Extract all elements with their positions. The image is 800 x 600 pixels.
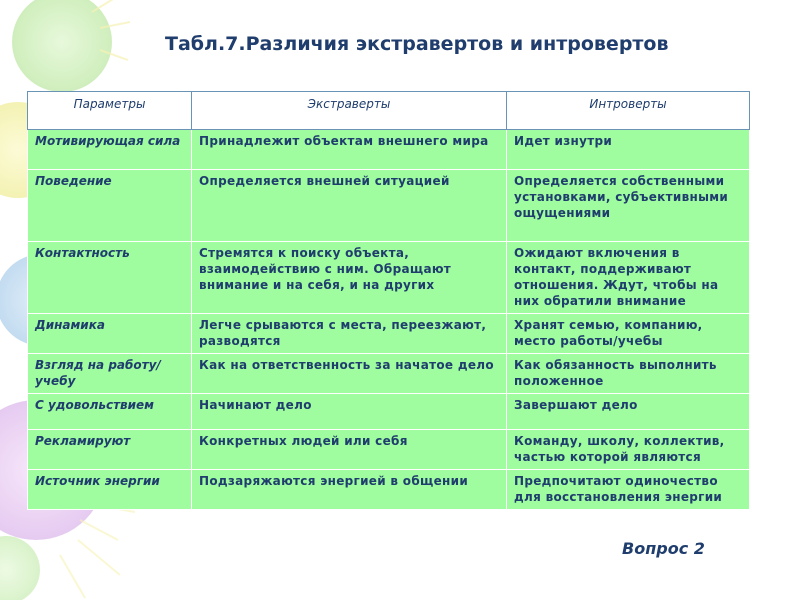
row-parameter: Взгляд на работу/учебу [28,354,192,394]
extravert-cell: Как на ответственность за начатое дело [192,354,507,394]
table-row [28,394,750,430]
introvert-cell: Определяется собственными установками, субъективными ощущениями [507,170,750,242]
table-row [28,170,750,242]
row-parameter: Поведение [28,170,192,242]
table-row [28,130,750,170]
row-parameter: С удовольствием [28,394,192,430]
page-title: Табл.7.Различия экстравертов и интровертов [165,33,669,55]
header-extraverts: Экстраверты [192,92,507,130]
extravert-cell: Подзаряжаются энергией в общении [192,470,507,510]
introvert-cell: Завершают дело [507,394,750,430]
extravert-cell: Определяется внешней ситуацией [192,170,507,242]
table-row [28,314,750,354]
question-label: Вопрос 2 [622,539,705,558]
table-row [28,242,750,314]
row-parameter: Контактность [28,242,192,314]
introvert-cell: Ожидают включения в контакт, поддерживают отношения. Ждут, чтобы на них обратили внимание [507,242,750,314]
extravert-cell: Конкретных людей или себя [192,430,507,470]
table-row [28,354,750,394]
extravert-cell: Начинают дело [192,394,507,430]
comparison-table [27,91,750,510]
extravert-cell: Принадлежит объектам внешнего мира [192,130,507,170]
row-parameter: Динамика [28,314,192,354]
table-row [28,470,750,510]
introvert-cell: Команду, школу, коллектив, частью которой являются [507,430,750,470]
header-introverts: Интроверты [507,92,750,130]
extravert-cell: Стремятся к поиску объекта, взаимодействию с ним. Обращают внимание и на себя, и на других [192,242,507,314]
row-parameter: Рекламируют [28,430,192,470]
row-parameter: Источник энергии [28,470,192,510]
extravert-cell: Легче срываются с места, переезжают, разводятся [192,314,507,354]
header-parameters: Параметры [28,92,192,130]
introvert-cell: Хранят семью, компанию, место работы/учебы [507,314,750,354]
introvert-cell: Предпочитают одиночество для восстановления энергии [507,470,750,510]
table-header-row [28,92,750,130]
table-row [28,430,750,470]
introvert-cell: Идет изнутри [507,130,750,170]
introvert-cell: Как обязанность выполнить положенное [507,354,750,394]
row-parameter: Мотивирующая сила [28,130,192,170]
